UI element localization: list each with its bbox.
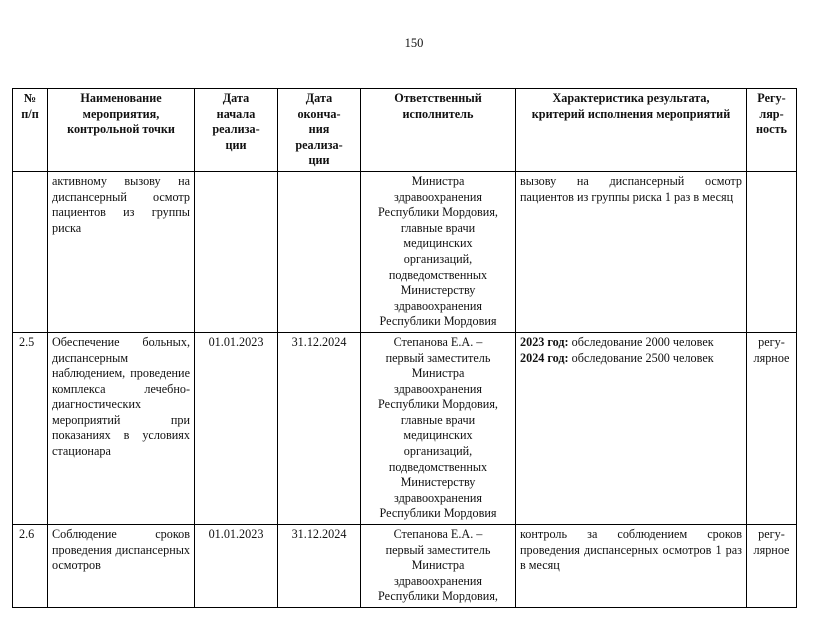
- plan-table: [12, 88, 797, 608]
- responsible-line: организаций,: [403, 251, 473, 266]
- table-row: [13, 171, 797, 332]
- responsible-line: медицинских: [403, 428, 473, 443]
- header-text: контрольной точки: [67, 122, 175, 137]
- responsible-line: Степанова Е.А. –: [393, 334, 483, 349]
- regularity: регу-лярное: [747, 525, 797, 608]
- characteristic-line: [520, 527, 742, 574]
- responsible-line: подведомственных: [388, 459, 488, 474]
- year-label: 2023 год:: [520, 334, 569, 349]
- responsible-line: Республики Мордовия,: [378, 205, 498, 220]
- header-num: [13, 89, 48, 172]
- result-characteristic: [516, 525, 747, 608]
- responsible-line: здравоохранения: [393, 298, 483, 313]
- header-text: реализа-: [212, 122, 260, 137]
- responsible-line: здравоохранения: [393, 573, 483, 588]
- characteristic-text: вызову на диспансерный осмотр пациентов из группы риска 1 раз в месяц: [520, 173, 742, 204]
- responsible-line: Министерству: [400, 283, 476, 298]
- responsible-executor: [361, 525, 516, 608]
- responsible-line: Министра: [411, 173, 465, 188]
- responsible-executor: [361, 332, 516, 524]
- header-end-date: [278, 89, 361, 172]
- year-label: 2024 год:: [520, 350, 569, 365]
- responsible-line: Министра: [411, 558, 465, 573]
- header-text: Дата: [222, 91, 250, 105]
- regularity: [747, 171, 797, 332]
- characteristic-text: контроль за соблюдением сроков проведения диспансерных осмотров 1 раз в месяц: [520, 527, 742, 573]
- responsible-line: Республики Мордовия: [379, 506, 497, 521]
- header-text: Дата: [305, 91, 333, 105]
- header-text: ляр-: [759, 106, 784, 121]
- responsible-line: организаций,: [403, 444, 473, 459]
- result-characteristic: [516, 332, 747, 524]
- header-text: Регу-: [757, 91, 786, 105]
- responsible-line: главные врачи: [400, 412, 476, 427]
- characteristic-text: обследование 2000 человек: [568, 334, 714, 349]
- responsible-line: первый заместитель: [385, 350, 491, 365]
- header-text: мероприятия,: [82, 106, 160, 121]
- start-date: [195, 171, 278, 332]
- responsible-line: Республики Мордовия: [379, 314, 497, 329]
- header-characteristic: [516, 89, 747, 172]
- characteristic-line: [520, 351, 742, 367]
- responsible-line: Степанова Е.А. –: [393, 527, 483, 542]
- header-responsible: [361, 89, 516, 172]
- row-number: 2.6: [13, 525, 48, 608]
- table-header-row: [13, 89, 797, 172]
- table-body: [13, 171, 797, 607]
- header-text: Ответственный: [394, 91, 482, 105]
- responsible-line: здравоохранения: [393, 381, 483, 396]
- row-number: [13, 171, 48, 332]
- header-text: ции: [308, 153, 330, 168]
- end-date: 31.12.2024: [278, 525, 361, 608]
- header-text: оконча-: [297, 106, 341, 121]
- responsible-line: подведомственных: [388, 267, 488, 282]
- end-date: [278, 171, 361, 332]
- characteristic-text: обследование 2500 человек: [568, 350, 714, 365]
- responsible-line: первый заместитель: [385, 542, 491, 557]
- header-text: ность: [756, 122, 787, 137]
- header-text: начала: [216, 106, 256, 121]
- header-start-date: [195, 89, 278, 172]
- end-date: 31.12.2024: [278, 332, 361, 524]
- activity-name: Обеспечение больных, диспансерным наблюдением, проведение комплекса лечебно-диагностических мероприятий при показаниях в условиях стационара: [48, 332, 195, 524]
- activity-name: активному вызову на диспансерный осмотр пациентов из группы риска: [48, 171, 195, 332]
- page-number: 150: [404, 36, 424, 50]
- header-text: исполнитель: [402, 106, 474, 121]
- header-text: №: [23, 91, 37, 105]
- responsible-line: медицинских: [403, 236, 473, 251]
- header-text: п/п: [21, 106, 39, 121]
- header-text: реализа-: [295, 137, 343, 152]
- responsible-line: здравоохранения: [393, 490, 483, 505]
- responsible-line: главные врачи: [400, 220, 476, 235]
- row-number: 2.5: [13, 332, 48, 524]
- activity-name: Соблюдение сроков проведения диспансерных осмотров: [48, 525, 195, 608]
- responsible-line: Министра: [411, 366, 465, 381]
- responsible-line: здравоохранения: [393, 189, 483, 204]
- header-text: ния: [308, 122, 330, 137]
- responsible-executor: [361, 171, 516, 332]
- header-text: Наименование: [80, 91, 162, 105]
- characteristic-line: [520, 174, 742, 205]
- responsible-line: Республики Мордовия,: [378, 589, 498, 604]
- result-characteristic: [516, 171, 747, 332]
- responsible-line: Республики Мордовия,: [378, 397, 498, 412]
- header-name: [48, 89, 195, 172]
- header-text: ции: [225, 137, 247, 152]
- responsible-line: Министерству: [400, 475, 476, 490]
- regularity: регу-лярное: [747, 332, 797, 524]
- header-text: критерий исполнения мероприятий: [531, 106, 731, 121]
- header-regularity: [747, 89, 797, 172]
- table-row: [13, 525, 797, 608]
- characteristic-line: [520, 335, 742, 351]
- table-row: [13, 332, 797, 524]
- start-date: 01.01.2023: [195, 525, 278, 608]
- start-date: 01.01.2023: [195, 332, 278, 524]
- header-text: Характеристика результата,: [552, 91, 710, 105]
